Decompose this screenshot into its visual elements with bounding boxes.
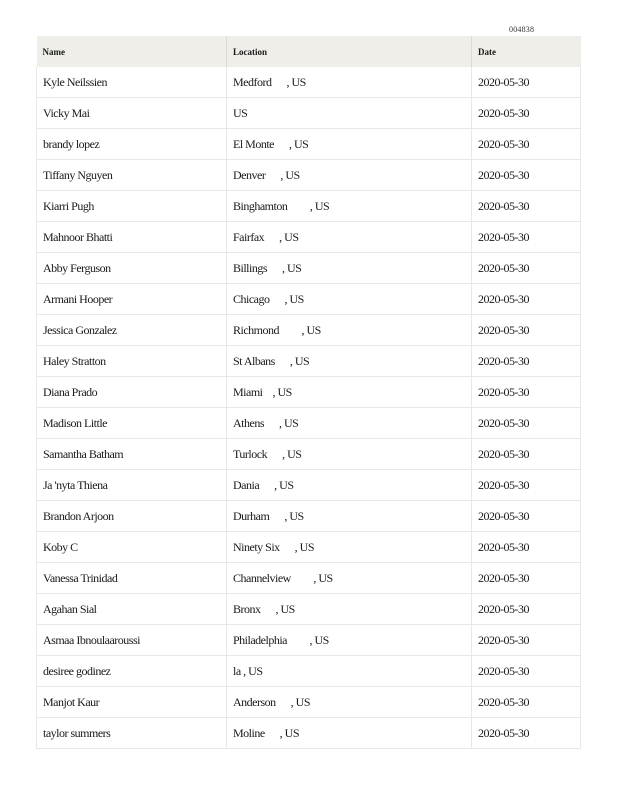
table-row (37, 594, 581, 625)
location-cell: St Albans , US (227, 346, 472, 377)
name-cell: Vanessa Trinidad (37, 563, 227, 594)
table-body (37, 67, 581, 749)
date-cell: 2020-05-30 (472, 470, 581, 501)
location-cell: Richmond , US (227, 315, 472, 346)
location-cell: la , US (227, 656, 472, 687)
column-header-location: Location (227, 36, 472, 67)
table-row (37, 129, 581, 160)
table-row (37, 687, 581, 718)
date-cell: 2020-05-30 (472, 284, 581, 315)
name-cell: Madison Little (37, 408, 227, 439)
date-cell: 2020-05-30 (472, 377, 581, 408)
date-cell: 2020-05-30 (472, 98, 581, 129)
page-code: 004838 (509, 25, 535, 34)
table-row (37, 284, 581, 315)
name-cell: Samantha Batham (37, 439, 227, 470)
name-cell: Kiarri Pugh (37, 191, 227, 222)
table-row (37, 191, 581, 222)
date-cell: 2020-05-30 (472, 315, 581, 346)
date-cell: 2020-05-30 (472, 346, 581, 377)
column-header-name: Name (37, 36, 227, 67)
name-cell: brandy lopez (37, 129, 227, 160)
table-row (37, 718, 581, 749)
location-cell: Moline , US (227, 718, 472, 749)
date-cell: 2020-05-30 (472, 718, 581, 749)
location-cell: Turlock , US (227, 439, 472, 470)
location-cell: Medford , US (227, 67, 472, 98)
records-table (36, 36, 581, 749)
location-cell: US (227, 98, 472, 129)
table-row (37, 67, 581, 98)
location-cell: Binghamton , US (227, 191, 472, 222)
location-cell: Chicago , US (227, 284, 472, 315)
date-cell: 2020-05-30 (472, 222, 581, 253)
location-cell: Dania , US (227, 470, 472, 501)
table-row (37, 315, 581, 346)
date-cell: 2020-05-30 (472, 67, 581, 98)
table-row (37, 532, 581, 563)
name-cell: desiree godinez (37, 656, 227, 687)
table-row (37, 656, 581, 687)
name-cell: Ja 'nyta Thiena (37, 470, 227, 501)
name-cell: Armani Hooper (37, 284, 227, 315)
date-cell: 2020-05-30 (472, 594, 581, 625)
table-row (37, 563, 581, 594)
date-cell: 2020-05-30 (472, 439, 581, 470)
location-cell: Durham , US (227, 501, 472, 532)
date-cell: 2020-05-30 (472, 656, 581, 687)
table-row (37, 222, 581, 253)
name-cell: Tiffany Nguyen (37, 160, 227, 191)
name-cell: Agahan Sial (37, 594, 227, 625)
name-cell: Vicky Mai (37, 98, 227, 129)
table-row (37, 160, 581, 191)
header-row (37, 36, 581, 67)
location-cell: Miami , US (227, 377, 472, 408)
table-row (37, 253, 581, 284)
date-cell: 2020-05-30 (472, 563, 581, 594)
location-cell: Billings , US (227, 253, 472, 284)
location-cell: Philadelphia , US (227, 625, 472, 656)
location-cell: Ninety Six , US (227, 532, 472, 563)
table-row (37, 408, 581, 439)
name-cell: Brandon Arjoon (37, 501, 227, 532)
column-header-date: Date (472, 36, 581, 67)
name-cell: Haley Stratton (37, 346, 227, 377)
date-cell: 2020-05-30 (472, 687, 581, 718)
name-cell: taylor summers (37, 718, 227, 749)
name-cell: Kyle Neilssien (37, 67, 227, 98)
name-cell: Asmaa Ibnoulaaroussi (37, 625, 227, 656)
location-cell: Denver , US (227, 160, 472, 191)
location-cell: Fairfax , US (227, 222, 472, 253)
date-cell: 2020-05-30 (472, 253, 581, 284)
table-row (37, 98, 581, 129)
date-cell: 2020-05-30 (472, 129, 581, 160)
date-cell: 2020-05-30 (472, 501, 581, 532)
location-cell: El Monte , US (227, 129, 472, 160)
date-cell: 2020-05-30 (472, 625, 581, 656)
name-cell: Jessica Gonzalez (37, 315, 227, 346)
date-cell: 2020-05-30 (472, 408, 581, 439)
table-row (37, 470, 581, 501)
table-row (37, 501, 581, 532)
date-cell: 2020-05-30 (472, 191, 581, 222)
table-row (37, 439, 581, 470)
name-cell: Diana Prado (37, 377, 227, 408)
table-row (37, 377, 581, 408)
location-cell: Athens , US (227, 408, 472, 439)
date-cell: 2020-05-30 (472, 532, 581, 563)
location-cell: Anderson , US (227, 687, 472, 718)
table-row (37, 625, 581, 656)
name-cell: Koby C (37, 532, 227, 563)
date-cell: 2020-05-30 (472, 160, 581, 191)
location-cell: Channelview , US (227, 563, 472, 594)
location-cell: Bronx , US (227, 594, 472, 625)
name-cell: Mahnoor Bhatti (37, 222, 227, 253)
name-cell: Manjot Kaur (37, 687, 227, 718)
table-row (37, 346, 581, 377)
name-cell: Abby Ferguson (37, 253, 227, 284)
